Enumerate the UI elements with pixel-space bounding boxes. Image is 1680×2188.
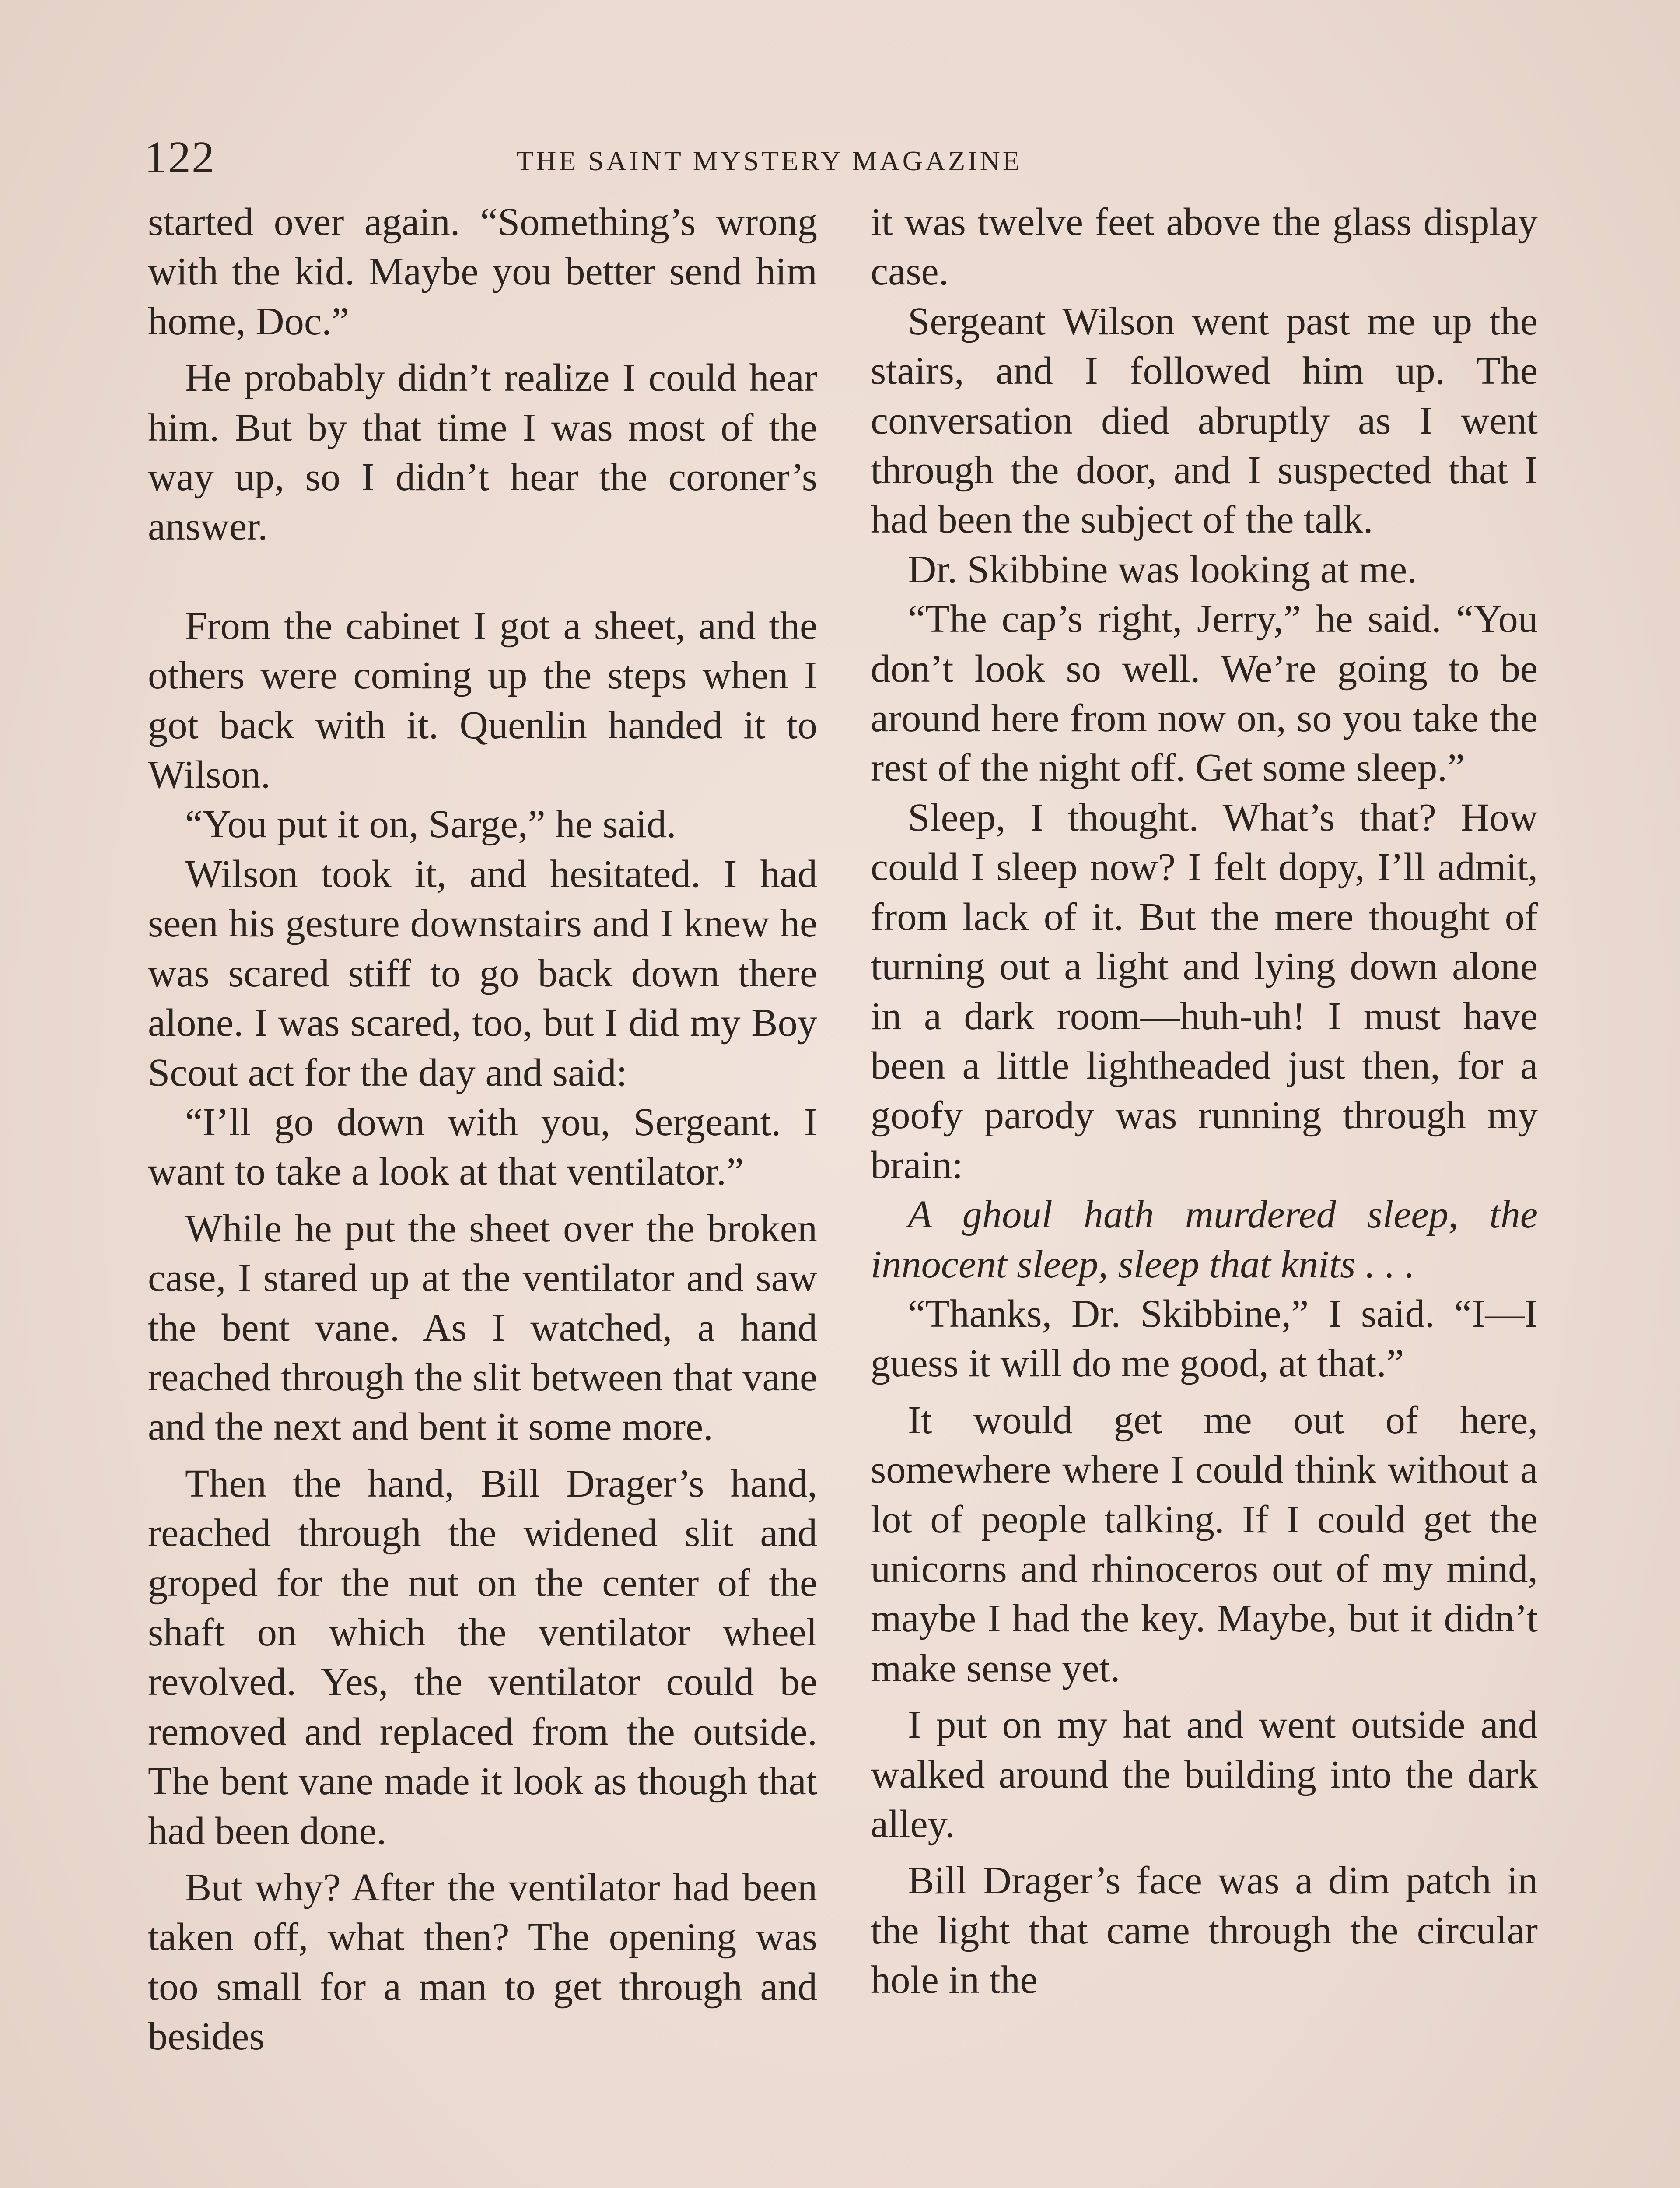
paragraph: “I’ll go down with you, Sergeant. I want to take a look at that ventilator.” bbox=[148, 1099, 817, 1194]
paragraph: “You put it on, Sarge,” he said. bbox=[185, 802, 676, 846]
paragraph: it was twelve feet above the glass display case. bbox=[871, 200, 1538, 294]
paragraph: Bill Drager’s face was a dim patch in the light that came through the circular hole in the bbox=[871, 1858, 1538, 2002]
paragraph: “The cap’s right, Jerry,” he said. “You don’t look so well. We’re going to be around here from now on, so you take the rest of the night off. Get some sleep.” bbox=[871, 596, 1538, 790]
paragraph: I put on my hat and went outside and walked around the building into the dark alley. bbox=[871, 1702, 1538, 1846]
paragraph: He probably didn’t realize I could hear him. But by that time I was most of the way up, so I didn’t hear the coroner’s answer. bbox=[148, 355, 817, 549]
paragraph: From the cabinet I got a sheet, and the others were coming up the steps when I got back with it. Quenlin handed it to Wilson. bbox=[148, 603, 817, 797]
verse-quote: A ghoul hath murdered sleep, the innocent sleep, sleep that knits . . . bbox=[871, 1192, 1538, 1286]
paragraph: Then the hand, Bill Drager’s hand, reached through the widened slit and groped for the nut on the center of the shaft on which the ventilator wheel revolved. Yes, the ventilator could be removed and replaced from the outside. The bent vane made it look as though that had been done. bbox=[148, 1461, 817, 1853]
paragraph: Sleep, I thought. What’s that? How could I sleep now? I felt dopy, I’ll admit, from lack of it. But the mere thought of turning out a light and lying down alone in a dark room—huh-uh! I must have been a little lightheaded just then, for a goofy parody was running through my brain: bbox=[871, 795, 1538, 1187]
paragraph: started over again. “Something’s wrong with the kid. Maybe you better send him home, Doc.” bbox=[148, 200, 817, 343]
paragraph: Sergeant Wilson went past me up the stairs, and I followed him up. The conversation died abruptly as I went through the door, and I suspected that I had been the subject of the talk. bbox=[871, 298, 1538, 542]
paragraph: Dr. Skibbine was looking at me. bbox=[908, 547, 1417, 591]
paragraph: But why? After the ventilator had been taken off, what then? The opening was too small for a man to get through and besides bbox=[148, 1865, 817, 2058]
paragraph: Wilson took it, and hesitated. I had seen his gesture downstairs and I knew he was scared stiff to go back down there alone. I was scared, too, but I did my Boy Scout act for the day and said: bbox=[148, 851, 817, 1094]
running-head: THE SAINT MYSTERY MAGAZINE bbox=[516, 145, 1022, 176]
left-column bbox=[148, 197, 817, 2061]
page-header bbox=[144, 131, 1544, 184]
paragraph: It would get me out of here, somewhere where I could think without a lot of people talking. If I could get the unicorns and rhinoceros out of my mind, maybe I had the key. Maybe, but it didn’t make sense yet. bbox=[871, 1397, 1538, 1690]
page-number: 122 bbox=[144, 132, 215, 182]
paragraph: “Thanks, Dr. Skibbine,” I said. “I—I guess it will do me good, at that.” bbox=[871, 1291, 1538, 1385]
paragraph: While he put the sheet over the broken case, I stared up at the ventilator and saw the bent vane. As I watched, a hand reached through the slit between that vane and the next and bent it some more. bbox=[148, 1206, 817, 1449]
right-column bbox=[871, 197, 1538, 2005]
